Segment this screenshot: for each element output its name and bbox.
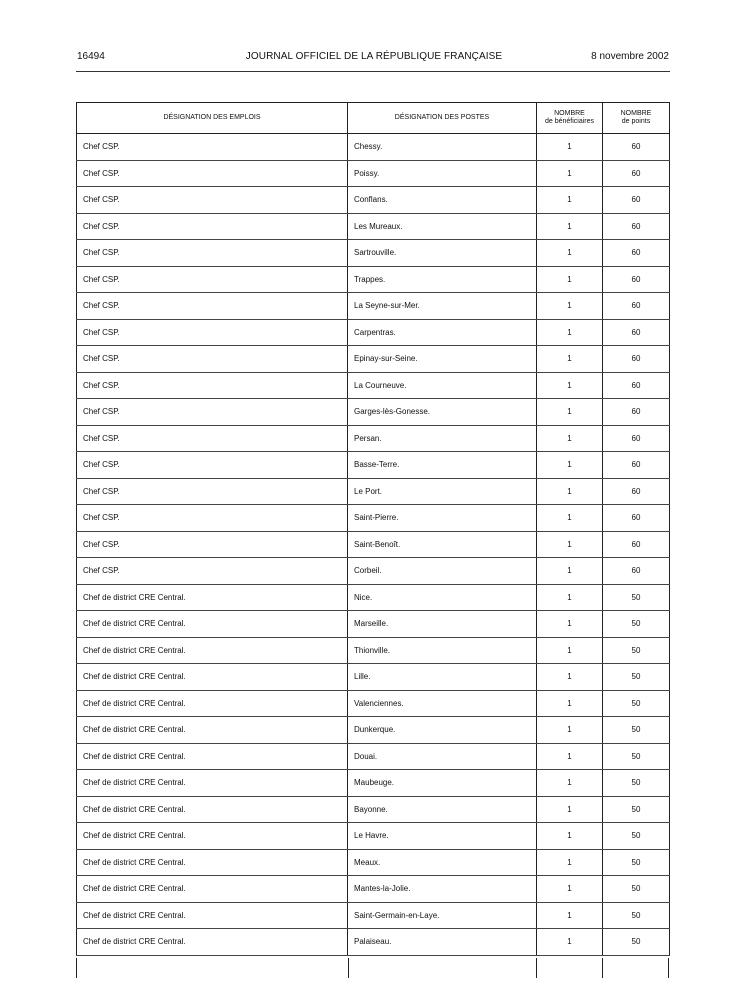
cell-beneficiaires: 1 (537, 690, 603, 717)
page-header (0, 51, 748, 65)
cell-emploi: Chef de district CRE Central. (77, 929, 348, 956)
cell-poste: Palaiseau. (348, 929, 537, 956)
cell-beneficiaires: 1 (537, 743, 603, 770)
table-row (77, 505, 670, 532)
cell-poste: La Seyne-sur-Mer. (348, 293, 537, 320)
cell-emploi: Chef CSP. (77, 505, 348, 532)
cell-poste: Maubeuge. (348, 770, 537, 797)
cell-poste: Trappes. (348, 266, 537, 293)
cell-beneficiaires: 1 (537, 823, 603, 850)
cell-points: 60 (603, 319, 670, 346)
cell-beneficiaires: 1 (537, 611, 603, 638)
cell-emploi: Chef de district CRE Central. (77, 796, 348, 823)
cell-points: 50 (603, 770, 670, 797)
cell-poste: Le Port. (348, 478, 537, 505)
cell-poste: Bayonne. (348, 796, 537, 823)
table-row (77, 664, 670, 691)
cell-points: 50 (603, 796, 670, 823)
header-rule (76, 71, 670, 72)
header-beneficiaires-line2: de bénéficiaires (544, 118, 595, 125)
cell-beneficiaires: 1 (537, 213, 603, 240)
cell-beneficiaires: 1 (537, 717, 603, 744)
cell-points: 60 (603, 558, 670, 585)
table-row (77, 213, 670, 240)
cell-beneficiaires: 1 (537, 425, 603, 452)
cell-poste: Carpentras. (348, 319, 537, 346)
table-row (77, 902, 670, 929)
table-row (77, 796, 670, 823)
cell-emploi: Chef de district CRE Central. (77, 823, 348, 850)
cell-poste: Epinay-sur-Seine. (348, 346, 537, 373)
cell-points: 50 (603, 902, 670, 929)
cell-poste: Saint-Benoît. (348, 531, 537, 558)
cell-beneficiaires: 1 (537, 664, 603, 691)
cell-emploi: Chef CSP. (77, 425, 348, 452)
cell-emploi: Chef de district CRE Central. (77, 717, 348, 744)
cell-points: 60 (603, 399, 670, 426)
page-number: 16494 (77, 51, 105, 62)
cell-points: 50 (603, 611, 670, 638)
cell-poste: Le Havre. (348, 823, 537, 850)
cell-points: 50 (603, 823, 670, 850)
table-row (77, 611, 670, 638)
table-row (77, 240, 670, 267)
cell-beneficiaires: 1 (537, 293, 603, 320)
cell-poste: Valenciennes. (348, 690, 537, 717)
cell-beneficiaires: 1 (537, 558, 603, 585)
cell-points: 50 (603, 690, 670, 717)
cell-beneficiaires: 1 (537, 160, 603, 187)
cell-points: 50 (603, 637, 670, 664)
cell-emploi: Chef CSP. (77, 478, 348, 505)
cell-points: 60 (603, 266, 670, 293)
cell-beneficiaires: 1 (537, 902, 603, 929)
header-beneficiaires-line1: NOMBRE (554, 110, 585, 117)
cell-emploi: Chef de district CRE Central. (77, 611, 348, 638)
table-row (77, 584, 670, 611)
cell-poste: La Courneuve. (348, 372, 537, 399)
cell-emploi: Chef CSP. (77, 134, 348, 161)
cell-poste: Chessy. (348, 134, 537, 161)
header-postes: DÉSIGNATION DES POSTES (348, 103, 537, 134)
cell-emploi: Chef CSP. (77, 346, 348, 373)
cell-emploi: Chef CSP. (77, 213, 348, 240)
cell-emploi: Chef de district CRE Central. (77, 690, 348, 717)
cell-emploi: Chef CSP. (77, 240, 348, 267)
cell-emploi: Chef CSP. (77, 558, 348, 585)
cell-points: 60 (603, 478, 670, 505)
cell-points: 60 (603, 213, 670, 240)
assignments-table (76, 102, 670, 956)
continuation-line (536, 958, 537, 978)
header-beneficiaires (537, 103, 603, 134)
cell-points: 60 (603, 240, 670, 267)
cell-beneficiaires: 1 (537, 584, 603, 611)
cell-beneficiaires: 1 (537, 240, 603, 267)
cell-emploi: Chef de district CRE Central. (77, 849, 348, 876)
table-row (77, 558, 670, 585)
cell-points: 60 (603, 425, 670, 452)
cell-beneficiaires: 1 (537, 478, 603, 505)
header-points-line1: NOMBRE (620, 110, 652, 117)
cell-beneficiaires: 1 (537, 346, 603, 373)
cell-points: 60 (603, 187, 670, 214)
cell-beneficiaires: 1 (537, 399, 603, 426)
cell-beneficiaires: 1 (537, 876, 603, 903)
cell-poste: Mantes-la-Jolie. (348, 876, 537, 903)
header-points-line2: de points (621, 118, 651, 125)
cell-beneficiaires: 1 (537, 770, 603, 797)
cell-emploi: Chef de district CRE Central. (77, 876, 348, 903)
cell-points: 60 (603, 134, 670, 161)
cell-poste: Sartrouville. (348, 240, 537, 267)
cell-emploi: Chef CSP. (77, 372, 348, 399)
table-row (77, 876, 670, 903)
cell-beneficiaires: 1 (537, 929, 603, 956)
cell-beneficiaires: 1 (537, 372, 603, 399)
table-row (77, 372, 670, 399)
table-continuation (76, 958, 669, 978)
table-row (77, 690, 670, 717)
cell-poste: Douai. (348, 743, 537, 770)
cell-beneficiaires: 1 (537, 187, 603, 214)
cell-emploi: Chef CSP. (77, 266, 348, 293)
cell-beneficiaires: 1 (537, 505, 603, 532)
cell-emploi: Chef CSP. (77, 319, 348, 346)
cell-points: 50 (603, 664, 670, 691)
cell-emploi: Chef CSP. (77, 531, 348, 558)
cell-emploi: Chef CSP. (77, 452, 348, 479)
cell-poste: Saint-Germain-en-Laye. (348, 902, 537, 929)
cell-poste: Les Mureaux. (348, 213, 537, 240)
cell-beneficiaires: 1 (537, 637, 603, 664)
table-row (77, 770, 670, 797)
table-row (77, 399, 670, 426)
cell-emploi: Chef de district CRE Central. (77, 664, 348, 691)
cell-points: 60 (603, 452, 670, 479)
cell-emploi: Chef CSP. (77, 160, 348, 187)
table-row (77, 849, 670, 876)
cell-emploi: Chef CSP. (77, 399, 348, 426)
table-row (77, 134, 670, 161)
cell-points: 50 (603, 584, 670, 611)
continuation-line (348, 958, 349, 978)
table-row (77, 425, 670, 452)
cell-points: 60 (603, 505, 670, 532)
cell-poste: Conflans. (348, 187, 537, 214)
journal-title: JOURNAL OFFICIEL DE LA RÉPUBLIQUE FRANÇAISE (245, 51, 503, 62)
cell-points: 50 (603, 743, 670, 770)
cell-beneficiaires: 1 (537, 531, 603, 558)
cell-emploi: Chef de district CRE Central. (77, 770, 348, 797)
continuation-line (668, 958, 669, 978)
cell-points: 60 (603, 531, 670, 558)
table-row (77, 743, 670, 770)
cell-poste: Nice. (348, 584, 537, 611)
cell-poste: Garges-lès-Gonesse. (348, 399, 537, 426)
cell-points: 60 (603, 372, 670, 399)
table-row (77, 531, 670, 558)
table-row (77, 187, 670, 214)
table-row (77, 346, 670, 373)
cell-beneficiaires: 1 (537, 849, 603, 876)
cell-beneficiaires: 1 (537, 266, 603, 293)
cell-poste: Marseille. (348, 611, 537, 638)
cell-poste: Lille. (348, 664, 537, 691)
cell-points: 60 (603, 160, 670, 187)
cell-emploi: Chef de district CRE Central. (77, 637, 348, 664)
table-row (77, 319, 670, 346)
cell-poste: Corbeil. (348, 558, 537, 585)
header-points (603, 103, 670, 134)
cell-poste: Basse-Terre. (348, 452, 537, 479)
cell-emploi: Chef CSP. (77, 187, 348, 214)
cell-poste: Poissy. (348, 160, 537, 187)
cell-emploi: Chef CSP. (77, 293, 348, 320)
cell-poste: Thionville. (348, 637, 537, 664)
cell-emploi: Chef de district CRE Central. (77, 584, 348, 611)
table-header-row (77, 103, 670, 134)
table-row (77, 478, 670, 505)
cell-poste: Persan. (348, 425, 537, 452)
cell-points: 50 (603, 849, 670, 876)
cell-emploi: Chef de district CRE Central. (77, 902, 348, 929)
cell-poste: Dunkerque. (348, 717, 537, 744)
continuation-line (602, 958, 603, 978)
table-row (77, 717, 670, 744)
cell-beneficiaires: 1 (537, 134, 603, 161)
cell-points: 60 (603, 293, 670, 320)
header-emplois: DÉSIGNATION DES EMPLOIS (77, 103, 348, 134)
table-row (77, 452, 670, 479)
cell-points: 50 (603, 929, 670, 956)
cell-beneficiaires: 1 (537, 796, 603, 823)
table-row (77, 266, 670, 293)
table-body (77, 134, 670, 956)
cell-beneficiaires: 1 (537, 452, 603, 479)
cell-emploi: Chef de district CRE Central. (77, 743, 348, 770)
cell-poste: Saint-Pierre. (348, 505, 537, 532)
publication-date: 8 novembre 2002 (591, 51, 669, 62)
table-row (77, 293, 670, 320)
table-row (77, 160, 670, 187)
cell-points: 60 (603, 346, 670, 373)
table-row (77, 637, 670, 664)
table-row (77, 823, 670, 850)
continuation-line (76, 958, 77, 978)
cell-points: 50 (603, 717, 670, 744)
cell-beneficiaires: 1 (537, 319, 603, 346)
cell-points: 50 (603, 876, 670, 903)
cell-poste: Meaux. (348, 849, 537, 876)
table-row (77, 929, 670, 956)
